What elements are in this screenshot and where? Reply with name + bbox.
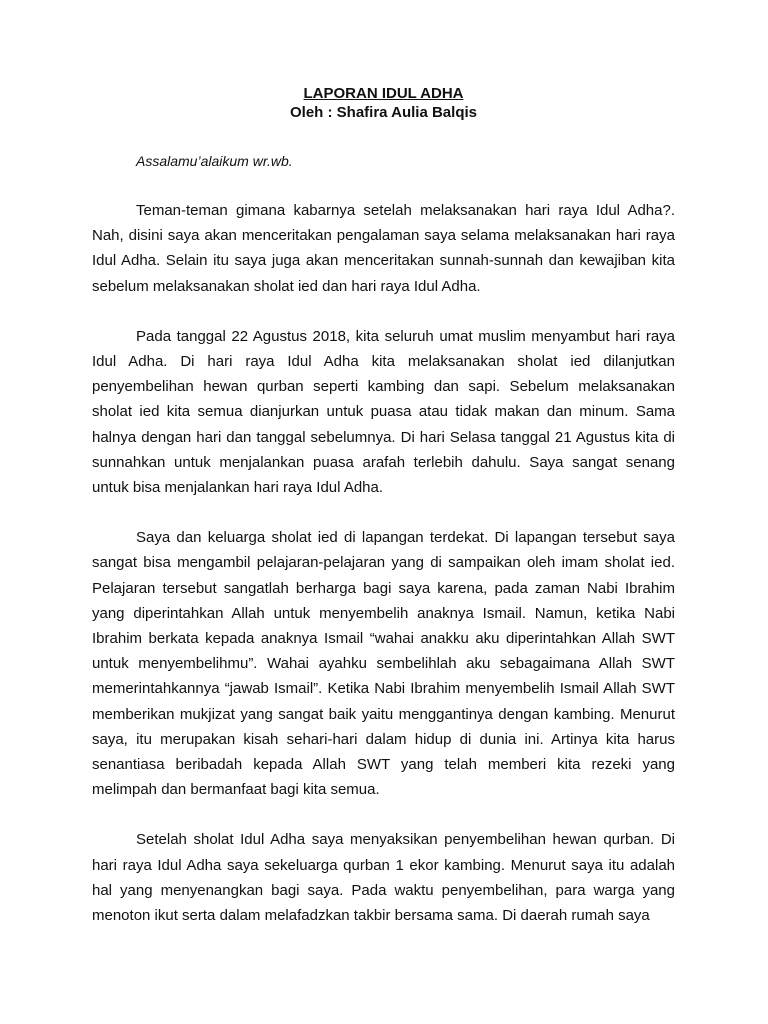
document-page	[92, 84, 675, 928]
paragraph-intro: Teman-teman gimana kabarnya setelah melaksanakan hari raya Idul Adha?. Nah, disini saya akan menceritakan pengalaman saya selama melaksanakan hari raya Idul Adha. Selain itu saya juga akan menceritakan sunnah-sunnah dan kewajiban kita sebelum melaksanakan sholat ied dan hari raya Idul Adha.	[92, 202, 675, 295]
paragraph-qurban: Setelah sholat Idul Adha saya menyaksikan penyembelihan hewan qurban. Di hari raya Idul Adha saya sekeluarga qurban 1 ekor kambing. Menurut saya itu adalah hal yang menyenangkan bagi saya. Pada waktu penyembelihan, para warga yang menoton ikut serta dalam melafadzkan takbir bersama sama. Di daerah rumah saya	[92, 831, 675, 925]
paragraph-date: Pada tanggal 22 Agustus 2018, kita seluruh umat muslim menyambut hari raya Idul Adha. Di hari raya Idul Adha kita melaksanakan sholat ied dilanjutkan penyembelihan hewan qurban seperti kambing dan sapi. Sebelum melaksanakan sholat ied kita semua dianjurkan untuk puasa atau tidak makan dan minum. Sama halnya dengan hari dan tanggal sebelumnya. Di hari Selasa tanggal 21 Agustus kita di sunnahkan untuk menjalankan puasa arafah terlebih dahulu. Saya sangat senang untuk bisa menjalankan hari raya Idul Adha.	[92, 327, 675, 497]
greeting: Assalamu’alaikum wr.wb.	[136, 153, 293, 169]
paragraph-sholat-ied: Saya dan keluarga sholat ied di lapangan terdekat. Di lapangan tersebut saya sangat bisa mengambil pelajaran-pelajaran yang di sampaikan oleh imam sholat ied. Pelajaran tersebut sangatlah berharga bagi saya karena, pada zaman Nabi Ibrahim yang diperintahkan Allah untuk menyembelih anaknya Ismail. Namun, ketika Nabi Ibrahim berkata kepada anaknya Ismail “wahai anakku aku diperintahkan Allah SWT untuk menyembelihmu”. Wahai ayahku sembelihlah aku sebagaimana Allah SWT memerintahkannya “jawab Ismail”. Ketika Nabi Ibrahim menyembelih Ismail Allah SWT memberikan mukjizat yang sangat baik yaitu menggantinya dengan kambing. Menurut saya, itu merupakan kisah sehari-hari dalam hidup di dunia ini. Artinya kita harus senantiasa beribadah kepada Allah SWT yang telah memberi kita rezeki yang melimpah dan bermanfaat bagi kita semua.	[92, 529, 675, 799]
document-author: Oleh : Shafira Aulia Balqis	[290, 104, 477, 121]
document-title: LAPORAN IDUL ADHA	[303, 85, 464, 102]
